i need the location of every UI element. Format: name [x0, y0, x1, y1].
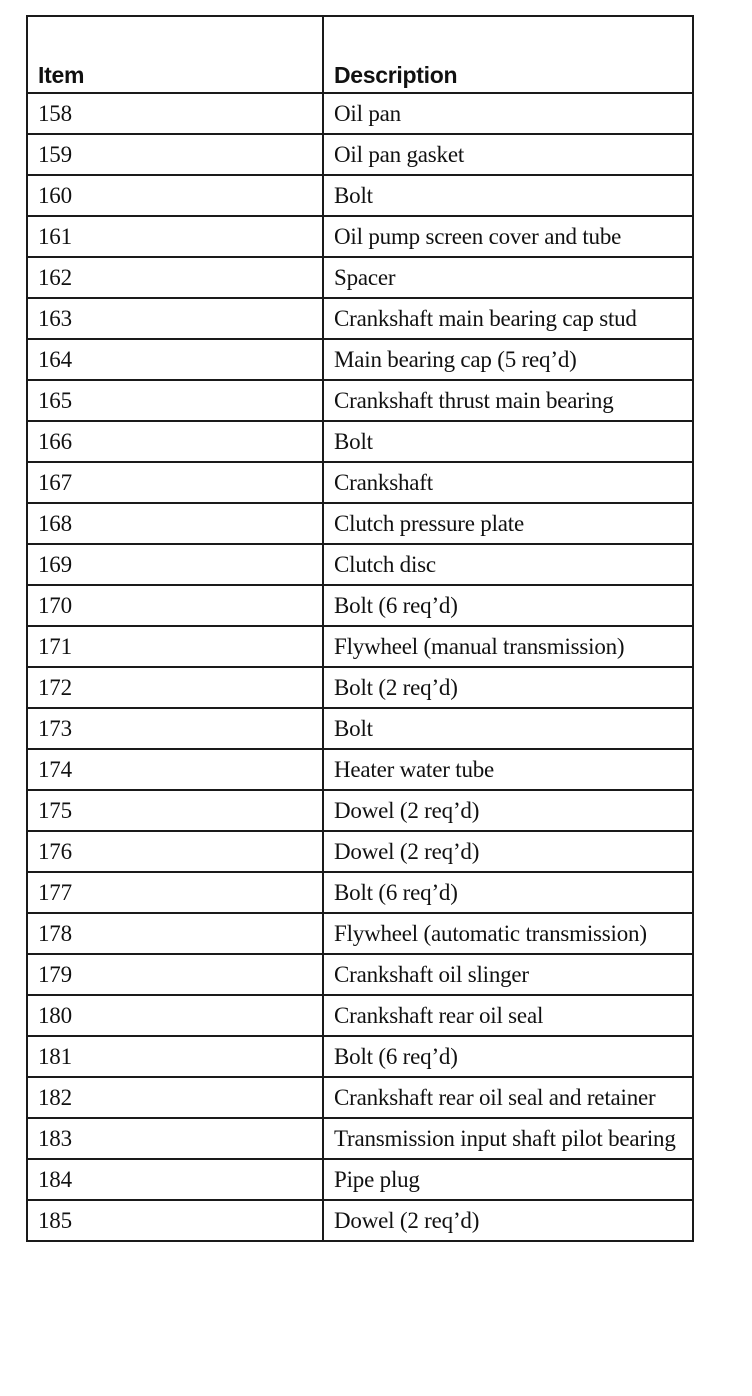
item-number-cell: 170	[27, 585, 323, 626]
description-cell: Spacer	[323, 257, 693, 298]
item-number-cell: 167	[27, 462, 323, 503]
table-row	[27, 134, 693, 175]
item-number-cell: 166	[27, 421, 323, 462]
table-row	[27, 831, 693, 872]
item-number-cell: 172	[27, 667, 323, 708]
description-cell: Bolt (6 req’d)	[323, 585, 693, 626]
description-cell: Bolt	[323, 421, 693, 462]
item-number-cell: 175	[27, 790, 323, 831]
description-cell: Dowel (2 req’d)	[323, 1200, 693, 1241]
description-cell: Oil pump screen cover and tube	[323, 216, 693, 257]
table-row	[27, 995, 693, 1036]
table-row	[27, 626, 693, 667]
description-cell: Flywheel (manual transmission)	[323, 626, 693, 667]
table-row	[27, 421, 693, 462]
item-number-cell: 171	[27, 626, 323, 667]
description-cell: Bolt (2 req’d)	[323, 667, 693, 708]
description-cell: Clutch disc	[323, 544, 693, 585]
item-number-cell: 169	[27, 544, 323, 585]
table-row	[27, 749, 693, 790]
item-number-cell: 177	[27, 872, 323, 913]
description-cell: Dowel (2 req’d)	[323, 790, 693, 831]
item-number-cell: 168	[27, 503, 323, 544]
table-row	[27, 1118, 693, 1159]
table-row	[27, 339, 693, 380]
description-cell: Crankshaft rear oil seal	[323, 995, 693, 1036]
description-cell: Crankshaft rear oil seal and retainer	[323, 1077, 693, 1118]
description-cell: Main bearing cap (5 req’d)	[323, 339, 693, 380]
item-number-cell: 184	[27, 1159, 323, 1200]
item-number-cell: 161	[27, 216, 323, 257]
table-body	[27, 93, 693, 1241]
description-cell: Bolt	[323, 708, 693, 749]
item-number-cell: 180	[27, 995, 323, 1036]
description-cell: Dowel (2 req’d)	[323, 831, 693, 872]
description-cell: Crankshaft	[323, 462, 693, 503]
item-number-cell: 164	[27, 339, 323, 380]
table-row	[27, 462, 693, 503]
table-row	[27, 1077, 693, 1118]
description-cell: Pipe plug	[323, 1159, 693, 1200]
table-row	[27, 667, 693, 708]
table-header	[27, 16, 693, 93]
table-row	[27, 1200, 693, 1241]
description-column-header: Description	[323, 16, 693, 93]
table-row	[27, 954, 693, 995]
item-number-cell: 174	[27, 749, 323, 790]
description-cell: Clutch pressure plate	[323, 503, 693, 544]
item-number-cell: 165	[27, 380, 323, 421]
item-number-cell: 178	[27, 913, 323, 954]
table-row	[27, 93, 693, 134]
table-row	[27, 175, 693, 216]
description-cell: Heater water tube	[323, 749, 693, 790]
table-row	[27, 708, 693, 749]
description-cell: Oil pan	[323, 93, 693, 134]
item-number-cell: 173	[27, 708, 323, 749]
parts-table	[26, 15, 694, 1242]
item-number-cell: 179	[27, 954, 323, 995]
item-number-cell: 158	[27, 93, 323, 134]
description-cell: Crankshaft main bearing cap stud	[323, 298, 693, 339]
item-number-cell: 181	[27, 1036, 323, 1077]
table-row	[27, 380, 693, 421]
table-row	[27, 585, 693, 626]
item-column-header: Item	[27, 16, 323, 93]
item-number-cell: 162	[27, 257, 323, 298]
table-row	[27, 1159, 693, 1200]
item-number-cell: 160	[27, 175, 323, 216]
description-cell: Bolt (6 req’d)	[323, 872, 693, 913]
table-row	[27, 872, 693, 913]
item-number-cell: 159	[27, 134, 323, 175]
description-cell: Bolt	[323, 175, 693, 216]
description-cell: Crankshaft thrust main bearing	[323, 380, 693, 421]
table-row	[27, 216, 693, 257]
table-row	[27, 1036, 693, 1077]
table-row	[27, 544, 693, 585]
item-number-cell: 183	[27, 1118, 323, 1159]
table-row	[27, 790, 693, 831]
table-row	[27, 913, 693, 954]
item-number-cell: 163	[27, 298, 323, 339]
table-row	[27, 298, 693, 339]
description-cell: Flywheel (automatic transmission)	[323, 913, 693, 954]
description-cell: Transmission input shaft pilot bearing	[323, 1118, 693, 1159]
item-number-cell: 176	[27, 831, 323, 872]
table-row	[27, 257, 693, 298]
item-number-cell: 185	[27, 1200, 323, 1241]
description-cell: Crankshaft oil slinger	[323, 954, 693, 995]
description-cell: Bolt (6 req’d)	[323, 1036, 693, 1077]
table-row	[27, 503, 693, 544]
description-cell: Oil pan gasket	[323, 134, 693, 175]
item-number-cell: 182	[27, 1077, 323, 1118]
header-row	[27, 16, 693, 93]
